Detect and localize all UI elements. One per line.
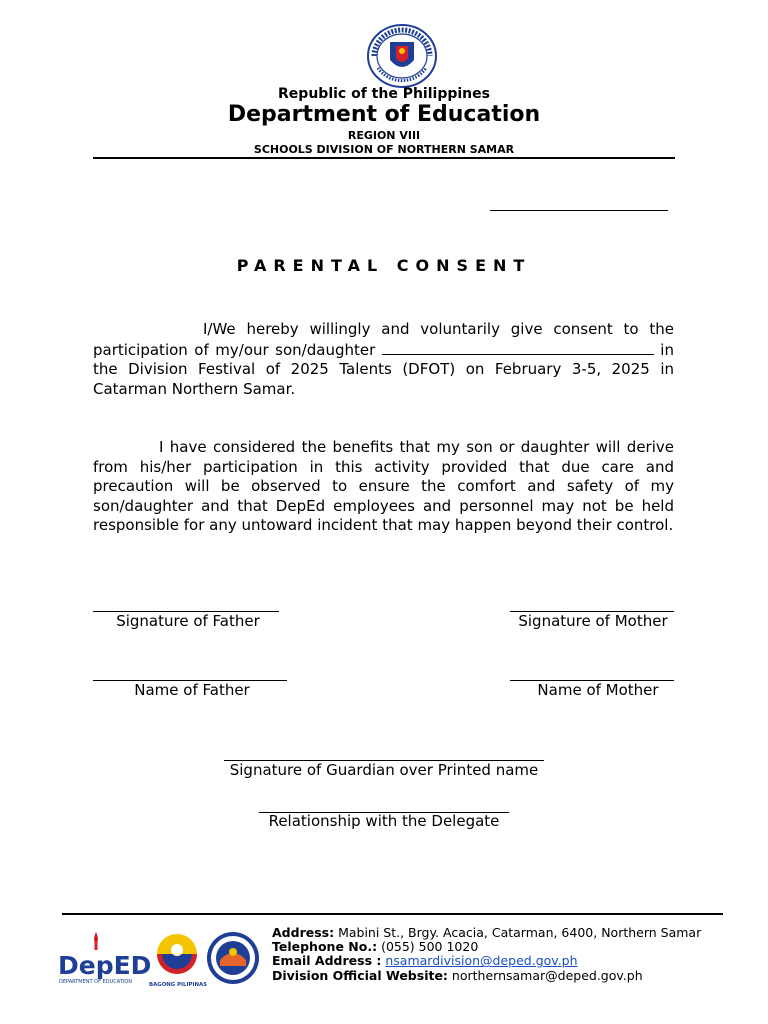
- bagong-pilipinas-text: BAGONG PILIPINAS: [149, 982, 208, 988]
- mother-name-label: Name of Mother: [537, 681, 659, 699]
- deped-logo: [58, 932, 151, 985]
- footer-website: Division Official Website: northernsamar@deped.gov.ph: [272, 967, 643, 983]
- father-name-label: Name of Father: [134, 681, 250, 699]
- mother-signature-label: Signature of Mother: [518, 612, 668, 630]
- deped-logo-subtext: DEPARTMENT OF EDUCATION: [59, 979, 132, 985]
- division-seal-logo: [207, 932, 259, 984]
- delegate-name-blank: [382, 340, 654, 355]
- date-line: [490, 210, 668, 211]
- consent-paragraph-1: [93, 320, 674, 399]
- deped-seal-logo: [366, 24, 438, 88]
- guardian-signature-label: Signature of Guardian over Printed name: [229, 761, 539, 779]
- department-heading: Department of Education: [227, 102, 541, 127]
- division-heading: SCHOOLS DIVISION OF NORTHERN SAMAR: [253, 143, 515, 156]
- document-title: PARENTAL CONSENT: [236, 256, 532, 275]
- consent-paragraph-2-text: I have considered the benefits that my son or daughter will derive from his/her participation in this activity provided that due care and precaution will be observed to ensure the comfort and safety of my son/daughter and that DepEd employees and personnel may not be held responsible for any untoward incident that may happen beyond their control.: [93, 438, 674, 535]
- footer-address: Address: Mabini St., Brgy. Acacia, Catarman, 6400, Northern Samar: [272, 925, 702, 940]
- footer-phone: Telephone No.: (055) 500 1020: [272, 939, 479, 955]
- deped-logo-text: DepED: [58, 951, 152, 980]
- consent-text-end: in the Division Festival of 2025 Talents (DFOT) on February 3-5, 2025 in Catarman Northern Samar.: [93, 340, 674, 398]
- footer-contact-block: [272, 926, 701, 983]
- region-heading: REGION VIII: [347, 129, 421, 142]
- footer-logos: [58, 928, 263, 990]
- father-signature-label: Signature of Father: [116, 612, 260, 630]
- relationship-label: Relationship with the Delegate: [268, 812, 500, 830]
- footer-email: Email Address : nsamardivision@deped.gov.ph: [272, 953, 578, 969]
- republic-heading: Republic of the Philippines: [278, 86, 490, 102]
- email-link[interactable]: nsamardivision@deped.gov.ph: [385, 953, 578, 969]
- consent-paragraph-2: [93, 438, 674, 536]
- header-divider: [93, 157, 675, 159]
- bagong-pilipinas-logo: [149, 934, 207, 988]
- footer-divider: [62, 913, 723, 915]
- consent-text-start: I/We hereby willingly and voluntarily give consent to the participation of my/our son/daughter: [93, 320, 674, 359]
